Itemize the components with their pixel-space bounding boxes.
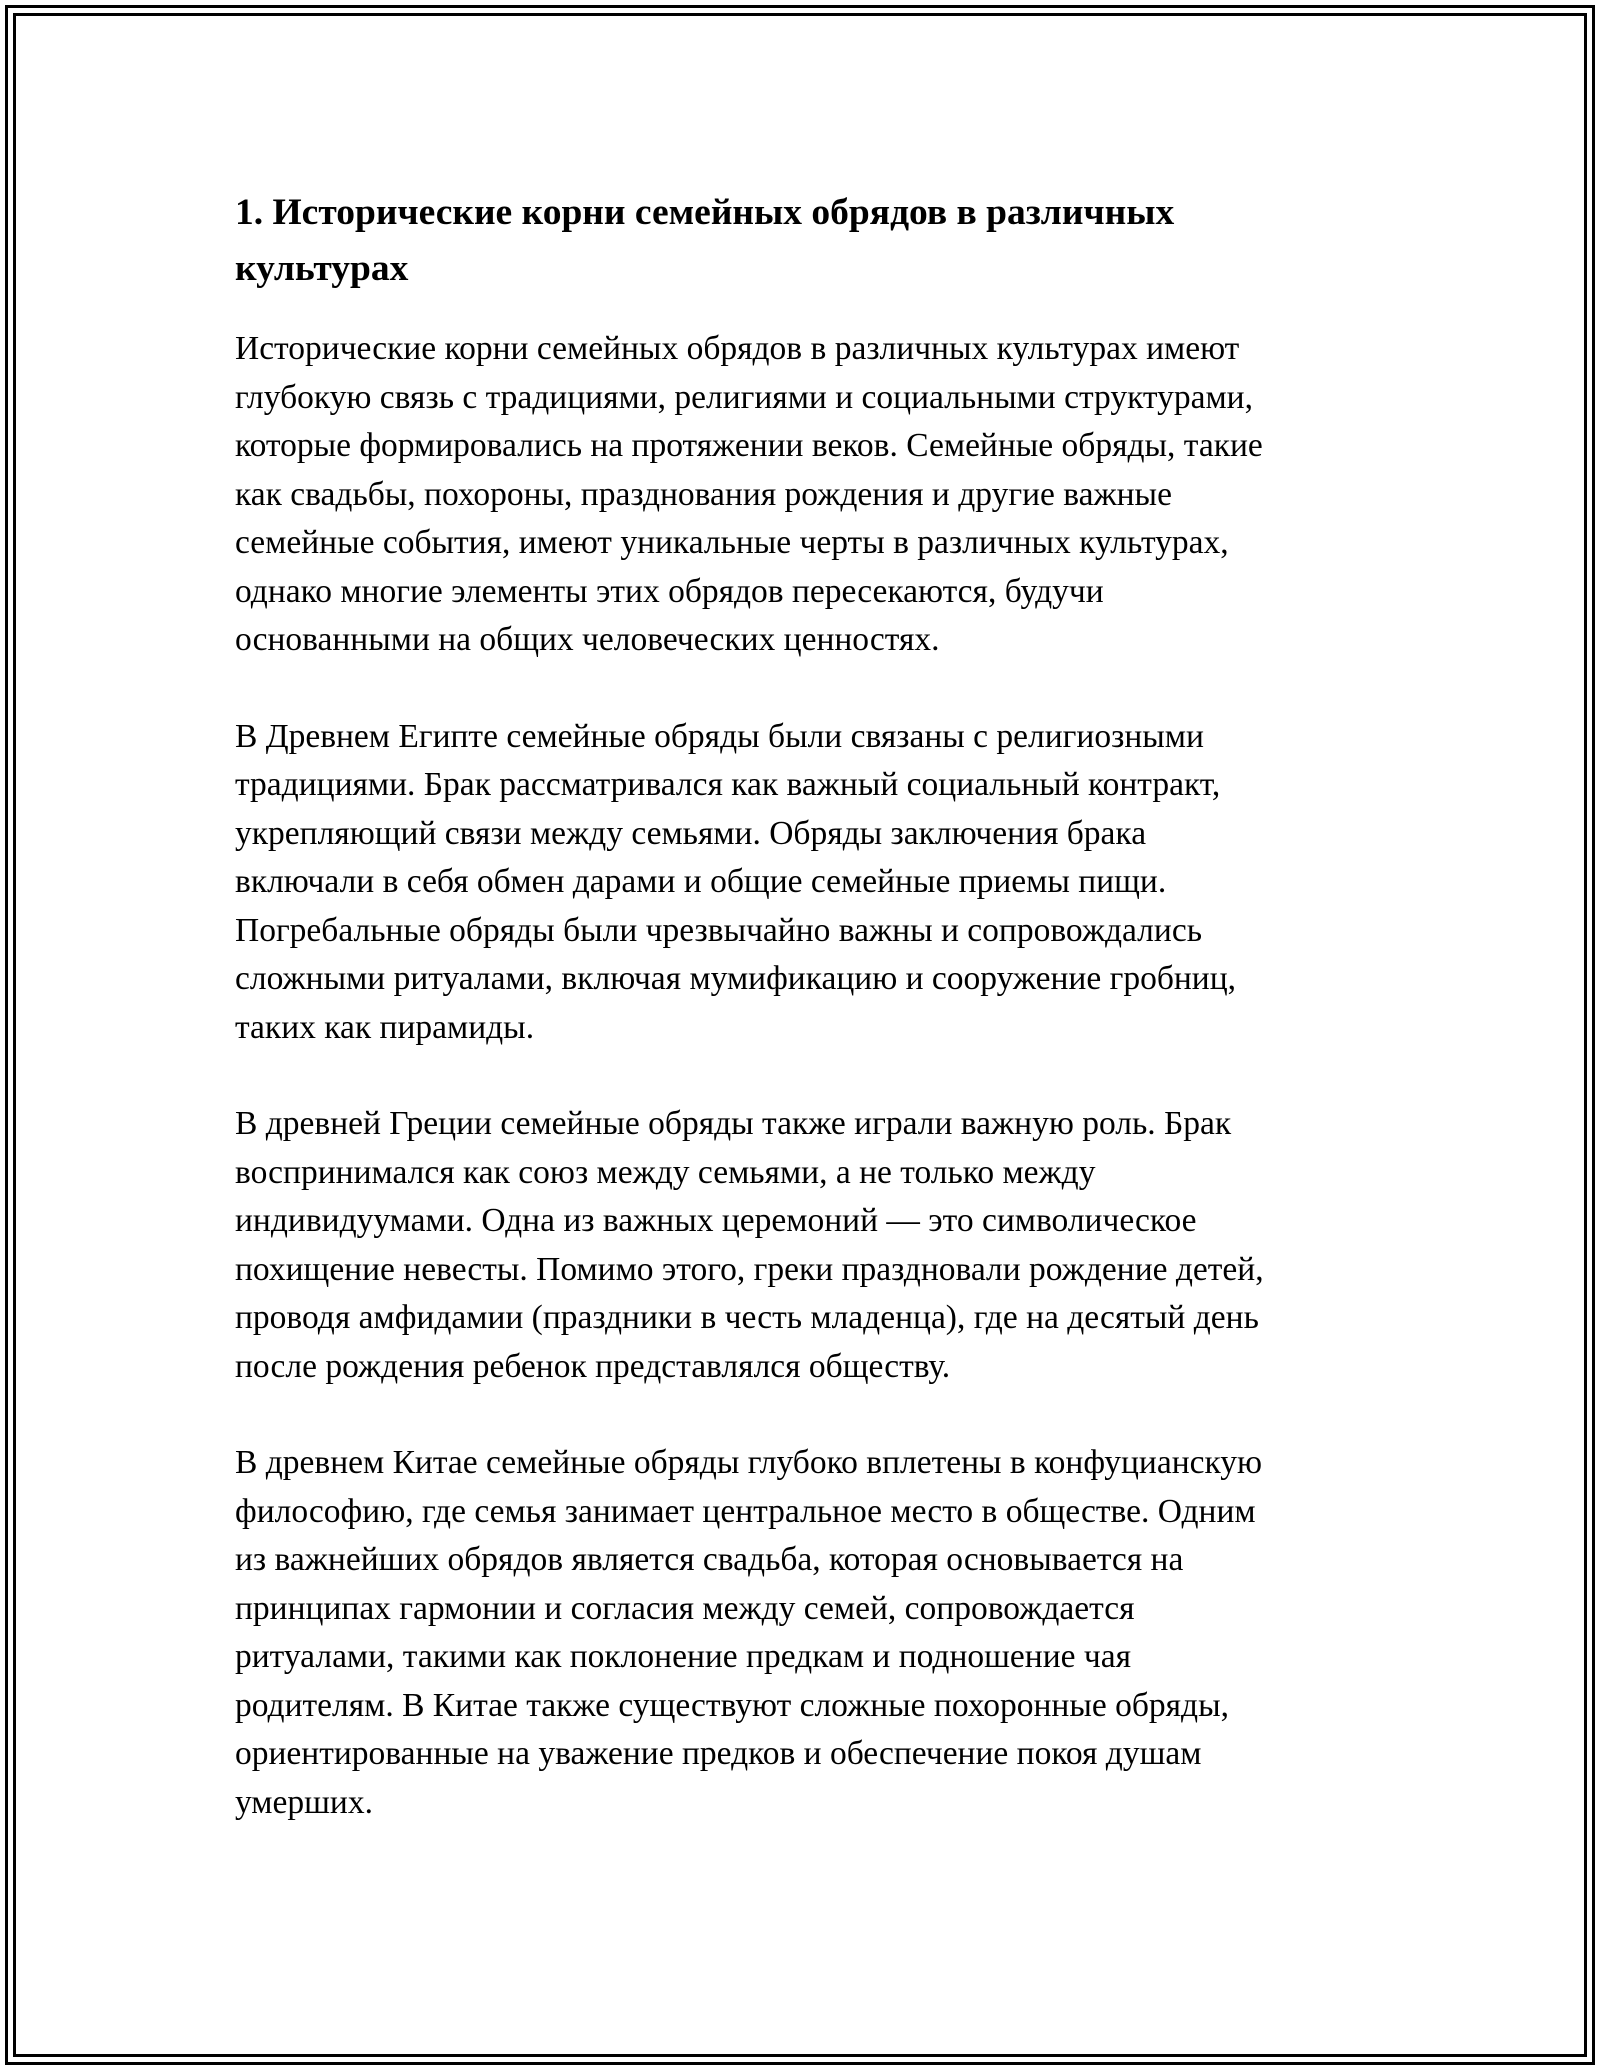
paragraph-china: В древнем Китае семейные обряды глубоко вплетены в конфуцианскую философию, где семья занимает центральное место в обществе. Одним из важнейших обрядов является свадьба, которая основывается на принципах гармонии и согласия между семей, сопровождается ритуалами, такими как поклонение предкам и подношение чая родителям. В Китае также существуют сложные похоронные обряды, ориентированные на уважение предков и обеспечение покоя душам умерших. — [235, 1444, 1263, 1821]
paragraph-egypt: В Древнем Египте семейные обряды были связаны с религиозными традициями. Брак рассматривался как важный социальный контракт, укрепляющий связи между семьями. Обряды заключения брака включали в себя обмен дарами и общие семейные приемы пищи. Погребальные обряды были чрезвычайно важны и сопровождались сложными ритуалами, включая мумификацию и сооружение гробниц, таких как пирамиды. — [235, 717, 1237, 1046]
paragraph-greece: В древней Греции семейные обряды также играли важную роль. Брак воспринимался как союз между семьями, а не только между индивидуумами. Одна из важных церемоний — это символическое похищение невесты. Помимо этого, греки праздновали рождение детей, проводя амфидамии (праздники в честь младенца), где на десятый день после рождения ребенок представлялся обществу. — [235, 1105, 1264, 1385]
paragraph-intro: Исторические корни семейных обрядов в различных культурах имеют глубокую связь с традициями, религиями и социальными структурами, которые формировались на протяжении веков. Семейные обряды, такие как свадьбы, похороны, празднования рождения и другие важные семейные события, имеют уникальные черты в различных культурах, однако многие элементы этих обрядов пересекаются, будучи основанными на общих человеческих ценностях. — [235, 330, 1263, 658]
section-title: 1. Исторические корни семейных обрядов в различных культурах — [235, 192, 1175, 289]
document-body — [235, 185, 1365, 1875]
